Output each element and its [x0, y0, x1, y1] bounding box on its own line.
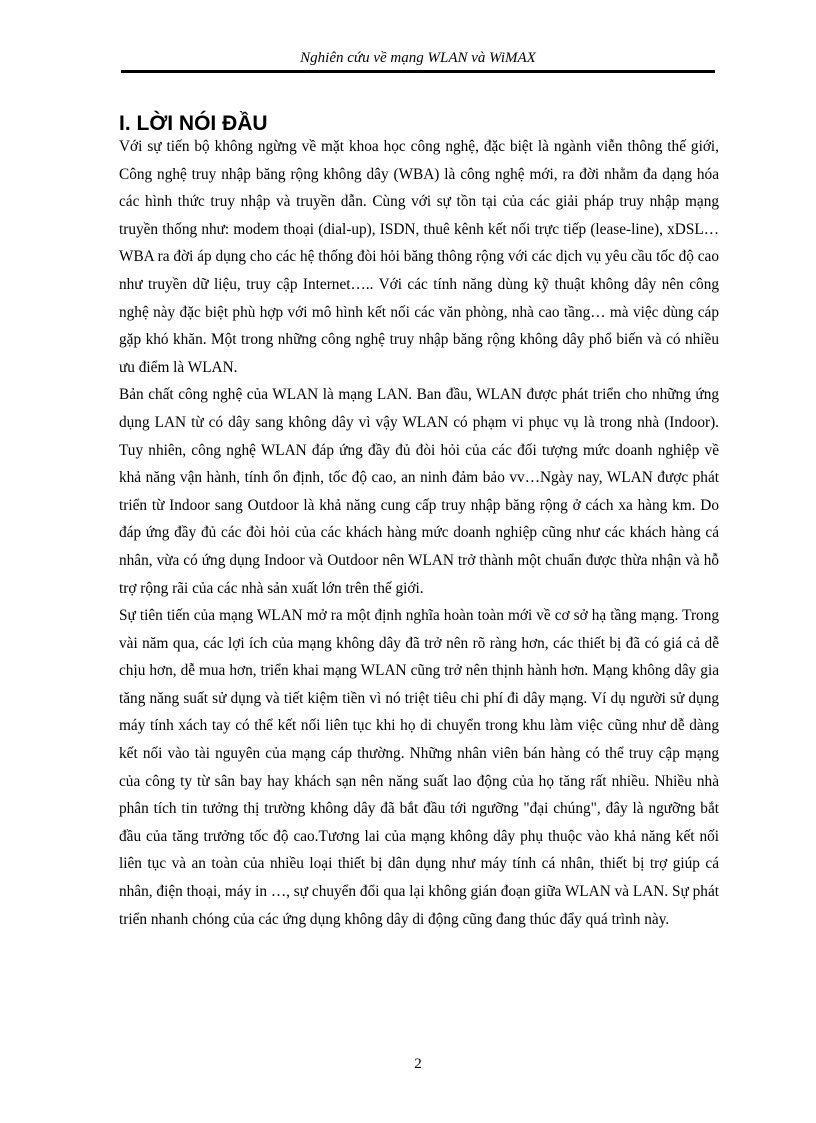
header-rule [121, 70, 715, 73]
body-text [119, 133, 719, 933]
paragraph-wlan-advances: Sự tiên tiến của mạng WLAN mở ra một định nghĩa hoàn toàn mới về cơ sở hạ tầng mạng. Trong vài năm qua, các lợi ích của mạng không dây đã trở nên rõ ràng hơn, các thiết bị đã có giá cả dễ chịu hơn, dễ mua hơn, triển khai mạng WLAN cũng trở nên thịnh hành hơn. Mạng không dây gia tăng năng suất sử dụng và tiết kiệm tiền vì nó triệt tiêu chi phí đi dây mạng. Ví dụ người sử dụng máy tính xách tay có thể kết nối liên tục khi họ di chuyển trong khu làm việc cũng như dễ dàng kết nối vào tài nguyên của mạng cáp thường. Những nhân viên bán hàng có thể truy cập mạng của công ty từ sân bay hay khách sạn nên năng suất lao động của họ tăng rất nhiều. Nhiều nhà phân tích tin tưởng thị trường không dây đã bắt đầu tới ngưỡng "đại chúng", đây là ngưỡng bắt đầu của tăng trưởng tốc độ cao.Tương lai của mạng không dây phụ thuộc vào khả năng kết nối liên tục và an toàn của nhiều loại thiết bị dân dụng như máy tính cá nhân, thiết bị trợ giúp cá nhân, điện thoại, máy in …, sự chuyển đổi qua lại không gián đoạn giữa WLAN và LAN. Sự phát triển nhanh chóng của các ứng dụng không dây di động cũng đang thúc đẩy quá trình này. [119, 607, 719, 928]
paragraph-intro: Với sự tiến bộ không ngừng về mặt khoa học công nghệ, đặc biệt là ngành viễn thông thế giới, Công nghệ truy nhập băng rộng không dây (WBA) là công nghệ mới, ra đời nhằm đa dạng hóa các hình thức truy nhập và truyền dẫn. Cùng với sự tồn tại của các giải pháp truy nhập mạng truyền thống như: modem thoại (dial-up), ISDN, thuê kênh kết nối trực tiếp (lease-line), xDSL…WBA ra đời áp dụng cho các hệ thống đòi hỏi băng thông rộng với các dịch vụ yêu cầu tốc độ cao như truyền dữ liệu, truy cập Internet….. Với các tính năng dùng kỹ thuật không dây nên công nghệ này đặc biệt phù hợp với mô hình kết nối các văn phòng, nhà cao tầng… mà việc dùng cáp gặp khó khăn. Một trong những công nghệ truy nhập băng rộng không dây phổ biến và có nhiều ưu điểm là WLAN. [119, 138, 719, 376]
section-title: I. LỜI NÓI ĐẦU [119, 112, 268, 135]
page-number: 2 [414, 1056, 422, 1072]
paragraph-wlan-nature: Bản chất công nghệ của WLAN là mạng LAN. Ban đầu, WLAN được phát triển cho những ứng dụng LAN từ có dây sang không dây vì vậy WLAN có phạm vi phục vụ là trong nhà (Indoor). Tuy nhiên, công nghệ WLAN đáp ứng đầy đủ đòi hỏi của các đối tượng mức doanh nghiệp về khả năng vận hành, tính ổn định, tốc độ cao, an ninh đảm bảo vv…Ngày nay, WLAN được phát triển từ Indoor sang Outdoor là khả năng cung cấp truy nhập băng rộng ở cách xa hàng km. Do đáp ứng đầy đủ các đòi hỏi của các khách hàng mức doanh nghiệp cũng như các khách hàng cá nhân, vừa có ứng dụng Indoor và Outdoor nên WLAN trở thành một chuẩn được thừa nhận và hỗ trợ rộng rãi của các nhà sản xuất lớn trên thế giới. [119, 386, 719, 597]
running-header: Nghiên cứu về mạng WLAN và WiMAX [300, 50, 536, 66]
